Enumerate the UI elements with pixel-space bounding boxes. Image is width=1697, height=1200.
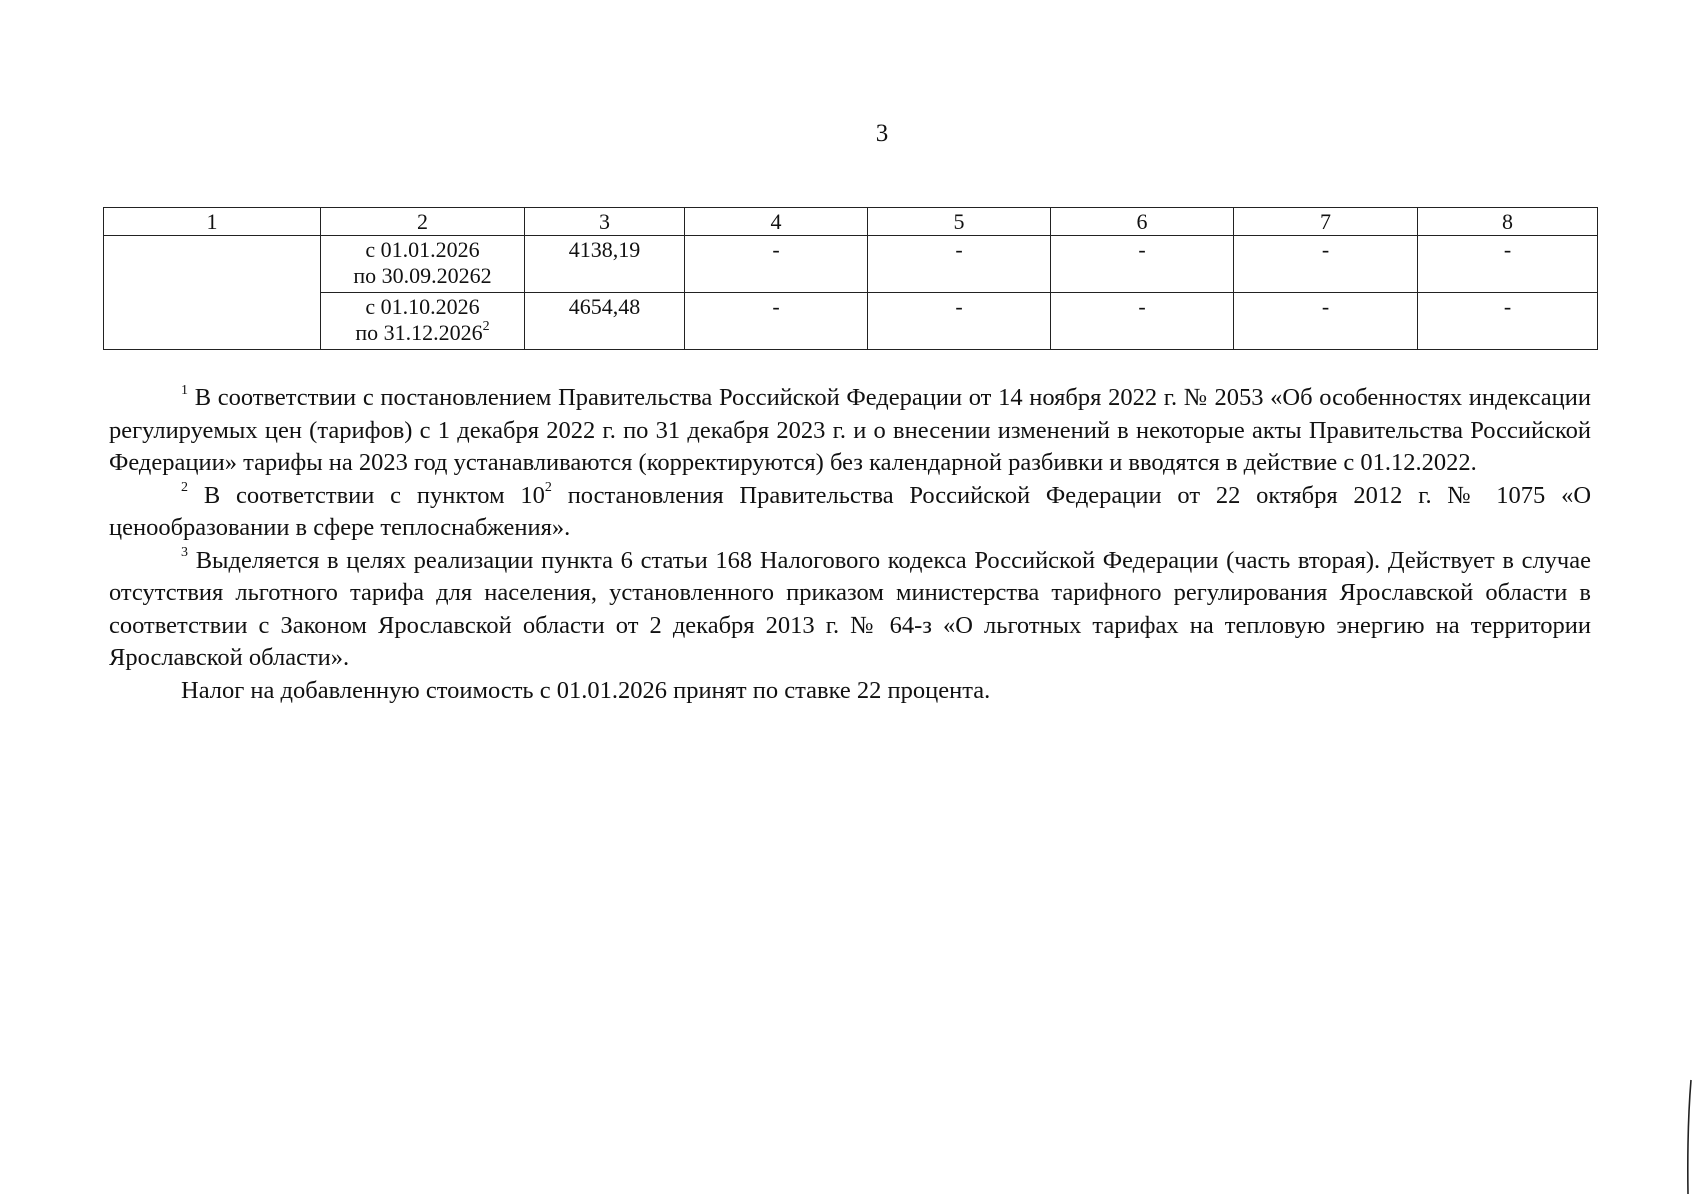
empty-value-cell: - [1051,293,1234,350]
column-number-2: 2 [321,208,525,236]
period-to: по 31.12.2026 [355,320,483,345]
footnote-1 [109,382,1591,480]
footnote-text: В соответствии с пунктом 10 [203,481,545,509]
footnote-2 [109,480,1591,545]
empty-value-cell: - [868,293,1051,350]
table-row [104,236,1598,293]
footnotes [109,382,1591,707]
empty-value-cell: - [1234,293,1418,350]
column-number-7: 7 [1234,208,1418,236]
column-number-4: 4 [685,208,868,236]
empty-value-cell: - [1234,236,1418,293]
empty-value-cell: - [868,236,1051,293]
footnote-text-continued: постановления Правительства Российской Федерации от 22 октября 2012 г. № 1075 «О ценообразовании в сфере теплоснабжения». [109,481,1592,541]
empty-value-cell: - [685,293,868,350]
footnote-3 [109,545,1591,675]
footnote-text: Выделяется в целях реализации пункта 6 статьи 168 Налогового кодекса Российской Федерации (часть вторая). Действует в случае отсутствия льготного тарифа для населения, установленного приказом министерства тарифного регулирования Ярославской области в соответствии с Законом Ярославской области от 2 декабря 2013 г. № 64-з «О льготных тарифах на тепловую энергию на территории Ярославской области». [109,546,1592,671]
empty-value-cell: - [685,236,868,293]
column-number-5: 5 [868,208,1051,236]
period-from: с 01.10.2026 [365,294,480,319]
vat-note: Налог на добавленную стоимость с 01.01.2026 принят по ставке 22 процента. [181,676,991,704]
period-from: с 01.01.2026 [365,237,480,262]
tariff-table [103,207,1598,350]
column-number-1: 1 [104,208,321,236]
footnote-marker: 1 [181,382,188,398]
table-row [104,293,1598,350]
page-edge-mark [1686,1078,1692,1196]
footnote-text-superscript: 2 [544,480,552,496]
column-number-6: 6 [1051,208,1234,236]
column-number-3: 3 [525,208,685,236]
period-cell [321,236,525,293]
page-number: 3 [875,120,889,147]
footnote-marker: 3 [181,545,188,561]
empty-value-cell: - [1418,293,1598,350]
footnote-text: В соответствии с постановлением Правительства Российской Федерации от 14 ноября 2022 г. № 2053 «Об особенностях индексации регулируемых цен (тарифов) с 1 декабря 2022 г. по 31 декабря 2023 г. и о внесении изменений в некоторые акты Правительства Российской Федерации» тарифы на 2023 год устанавливаются (корректируются) без календарной разбивки и вводятся в действие с 01.12.2022. [109,384,1591,476]
table-header-row [104,208,1598,236]
footnote-marker: 2 [181,480,188,496]
period-to: по 30.09.20262 [353,263,492,288]
column-number-8: 8 [1418,208,1598,236]
empty-value-cell: - [1051,236,1234,293]
tariff-value-cell: 4654,48 [525,293,685,350]
tariff-value-cell: 4138,19 [525,236,685,293]
organization-cell [104,236,321,350]
footnote-reference: 2 [482,318,490,334]
period-cell [321,293,525,350]
empty-value-cell: - [1418,236,1598,293]
